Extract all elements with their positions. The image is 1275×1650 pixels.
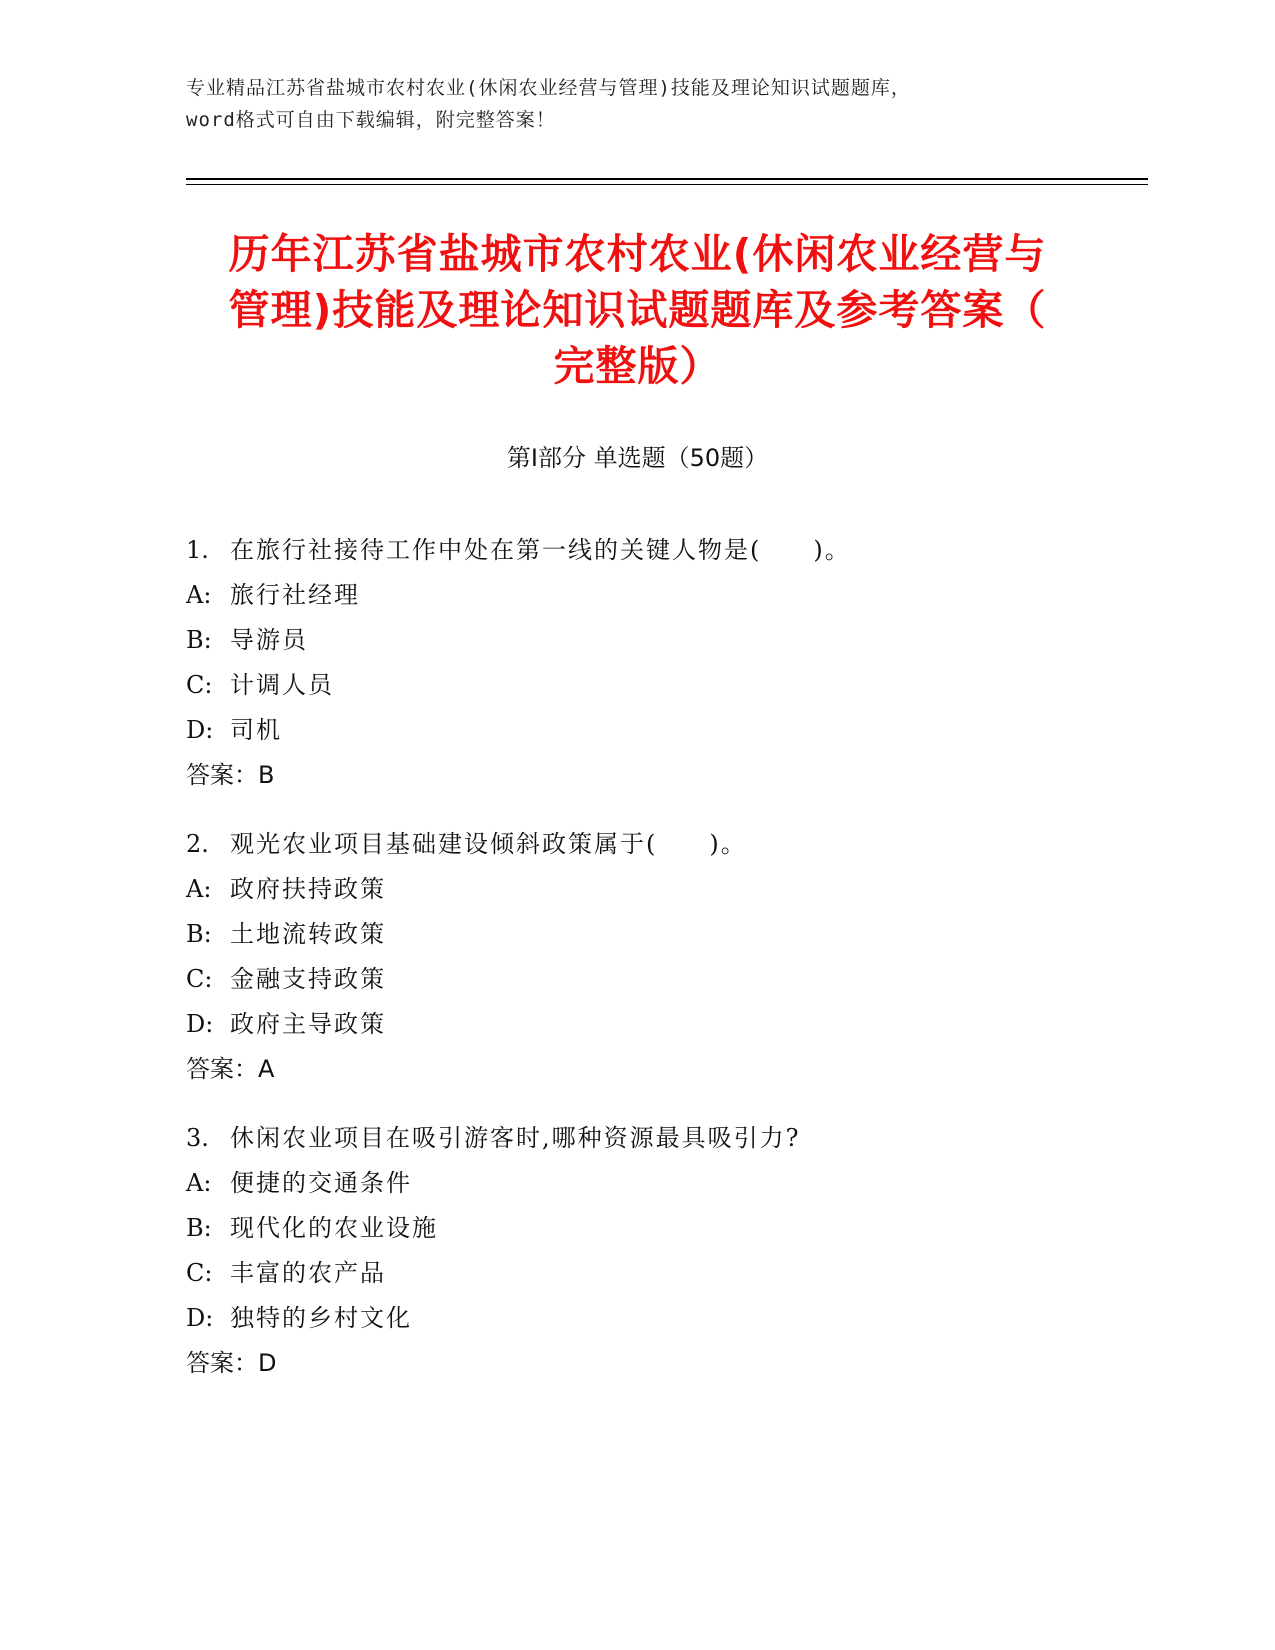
option-b	[186, 618, 1136, 663]
title-line-2: 管理)技能及理论知识试题题库及参考答案（	[228, 286, 1047, 334]
question-stem	[186, 1116, 1136, 1161]
option-c	[186, 957, 1136, 1002]
option-label: C:	[186, 1259, 213, 1287]
question-stem	[186, 822, 1136, 867]
question-text: 休闲农业项目在吸引游客时,哪种资源最具吸引力?	[230, 1124, 801, 1152]
question-list	[186, 528, 1136, 1410]
option-text: 土地流转政策	[230, 920, 386, 948]
question-number: 3.	[186, 1124, 209, 1152]
option-d	[186, 1296, 1136, 1341]
option-text: 便捷的交通条件	[230, 1169, 412, 1197]
answer-line: 答案：B	[186, 761, 275, 789]
option-d	[186, 1002, 1136, 1047]
question-item	[186, 1116, 1136, 1386]
option-text: 现代化的农业设施	[230, 1214, 438, 1242]
question-number: 2.	[186, 830, 209, 858]
option-text: 司机	[230, 716, 282, 744]
header-divider-thin	[186, 184, 1148, 185]
document-title	[150, 226, 1125, 394]
option-text: 金融支持政策	[230, 965, 386, 993]
option-text: 计调人员	[230, 671, 334, 699]
question-text: 在旅行社接待工作中处在第一线的关键人物是( )。	[230, 536, 851, 564]
title-line-3: 完整版）	[553, 342, 722, 390]
option-d	[186, 708, 1136, 753]
title-line-1: 历年江苏省盐城市农村农业(休闲农业经营与	[228, 230, 1047, 278]
answer-line: 答案：A	[186, 1055, 275, 1083]
question-item	[186, 822, 1136, 1092]
option-c	[186, 1251, 1136, 1296]
question-stem	[186, 528, 1136, 573]
option-text: 丰富的农产品	[230, 1259, 386, 1287]
option-label: C:	[186, 965, 213, 993]
option-b	[186, 912, 1136, 957]
answer-line: 答案：D	[186, 1349, 277, 1377]
section-heading: 第Ⅰ部分 单选题（50题）	[506, 444, 769, 472]
option-label: D:	[186, 1304, 214, 1332]
option-b	[186, 1206, 1136, 1251]
option-text: 旅行社经理	[230, 581, 360, 609]
option-label: B:	[186, 626, 212, 654]
option-a	[186, 1161, 1136, 1206]
option-label: A:	[186, 581, 212, 609]
option-label: D:	[186, 716, 214, 744]
option-label: B:	[186, 1214, 212, 1242]
option-label: A:	[186, 875, 212, 903]
option-text: 导游员	[230, 626, 308, 654]
question-item	[186, 528, 1136, 798]
option-c	[186, 663, 1136, 708]
option-a	[186, 573, 1136, 618]
header-note-line-1: 专业精品江苏省盐城市农村农业(休闲农业经营与管理)技能及理论知识试题题库，	[186, 77, 911, 99]
header-note	[186, 72, 1106, 136]
option-label: B:	[186, 920, 212, 948]
question-text: 观光农业项目基础建设倾斜政策属于( )。	[230, 830, 747, 858]
option-a	[186, 867, 1136, 912]
header-divider-thick	[186, 178, 1148, 180]
header-note-line-2: word格式可自由下载编辑，附完整答案！	[186, 109, 556, 131]
question-number: 1.	[186, 536, 209, 564]
option-label: A:	[186, 1169, 212, 1197]
option-text: 政府主导政策	[230, 1010, 386, 1038]
option-label: D:	[186, 1010, 214, 1038]
option-label: C:	[186, 671, 213, 699]
option-text: 政府扶持政策	[230, 875, 386, 903]
option-text: 独特的乡村文化	[230, 1304, 412, 1332]
